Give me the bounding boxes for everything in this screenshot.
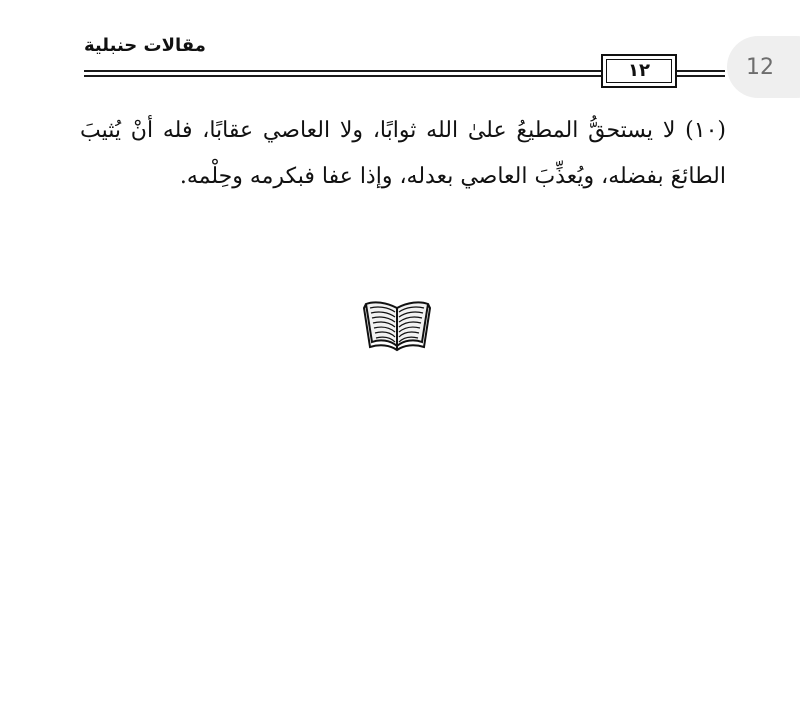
page-indicator-number: 12 xyxy=(746,55,774,80)
page-number: ١٢ xyxy=(628,60,650,81)
page-number-frame xyxy=(601,54,677,88)
header-rule-right-top xyxy=(677,70,725,72)
header-rule-top xyxy=(84,70,601,72)
open-book-icon xyxy=(362,294,432,352)
header-rule-bottom xyxy=(84,75,601,77)
body-paragraph: (١٠) لا يستحقُّ المطيعُ علىٰ الله ثوابًا، ولا العاصي عقابًا، فله أنْ يُثيبَ الطائعَ بفضله، ويُعذِّبَ العاصي بعدله، وإذا عفا فبكرمه وحِلْمه. xyxy=(80,118,726,189)
page-number-inner-frame xyxy=(606,59,672,83)
header-rule-right-bottom xyxy=(677,75,725,77)
running-header-title: مقالات حنبلية xyxy=(84,35,206,56)
